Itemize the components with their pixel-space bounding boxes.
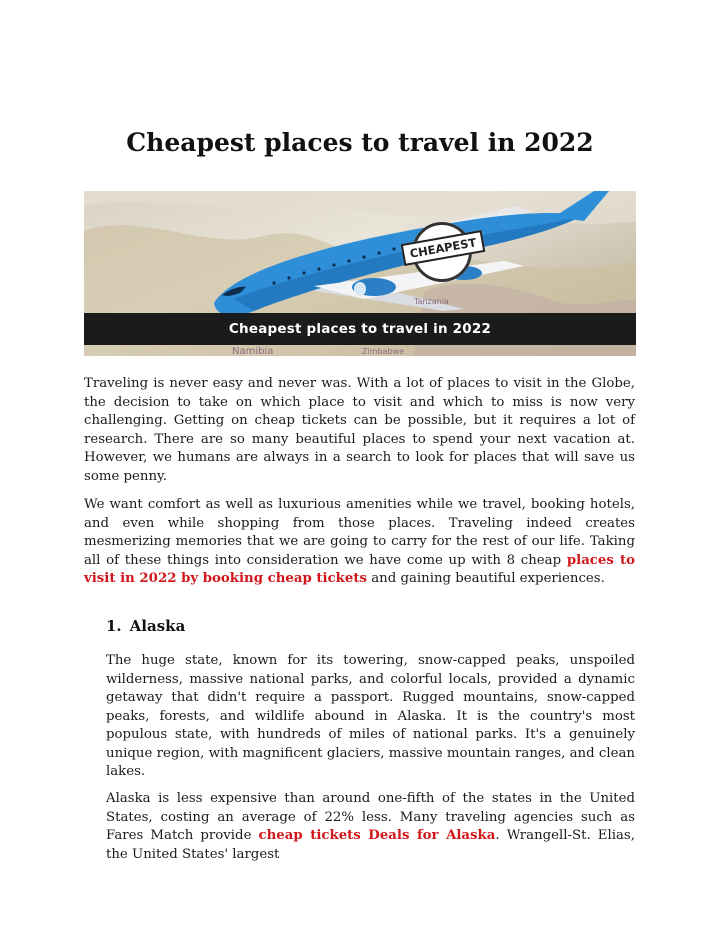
hero-banner bbox=[84, 313, 636, 345]
second-paragraph-after: and gaining beautiful experiences. bbox=[366, 571, 605, 586]
alaska-paragraph-2-text: Alaska is less expensive than around one-fifth of the states in the United States, costing an average of 22% less. Many traveling agencies such as Fares Match provide bbox=[106, 791, 635, 843]
hero-image bbox=[84, 191, 636, 356]
alaska-paragraph-2-after: . Wrangell-St. Elias, the United States' largest bbox=[106, 828, 635, 862]
alaska-deals-link[interactable]: cheap tickets Deals for Alaska bbox=[258, 828, 496, 843]
alaska-paragraph-2 bbox=[106, 790, 635, 864]
map-label-zimbabwe: Zimbabwe bbox=[362, 347, 405, 356]
alaska-paragraph-1: The huge state, known for its towering, snow-capped peaks, unspoiled wilderness, massive national parks, and colorful locals, provided a dynamic getaway that didn't require a passport. Rugged mountains, snow-capped peaks, forests, and wildlife abound in Alaska. It is the country's most populous state, with hundreds of miles of national parks. It's a genuinely unique region, with magnificent glaciers, massive mountain ranges, and clean lakes. bbox=[106, 653, 635, 779]
cheapest-badge: CHEAPEST bbox=[401, 230, 486, 266]
page-title: Cheapest places to travel in 2022 bbox=[126, 128, 594, 157]
hero-banner-text: Cheapest places to travel in 2022 bbox=[228, 321, 492, 337]
section-heading-alaska bbox=[106, 617, 185, 635]
map-label-namibia: Namibia bbox=[232, 346, 274, 356]
second-paragraph bbox=[84, 496, 635, 589]
section-heading-text: Alaska bbox=[129, 617, 186, 635]
second-paragraph-text: We want comfort as well as luxurious amenities while we travel, booking hotels, and even while shopping from those places. Traveling indeed creates mesmerizing memories that we are going to carry for the rest of our life. Taking all of these things into consideration we have come up with 8 cheap bbox=[84, 497, 635, 568]
intro-paragraph: Traveling is never easy and never was. With a lot of places to visit in the Globe, the decision to take on which place to visit and which to miss is now very challenging. Getting on cheap tickets can be possible, but it requires a lot of research. There are so many beautiful places to spend your next vacation at. However, we humans are always in a search to look for places that will save us some penny. bbox=[84, 376, 635, 484]
map-label-tanzania: Tanzania bbox=[414, 297, 449, 306]
section-number: 1. bbox=[106, 617, 122, 635]
places-to-visit-link[interactable]: places to visit in 2022 by booking cheap tickets bbox=[84, 552, 635, 586]
